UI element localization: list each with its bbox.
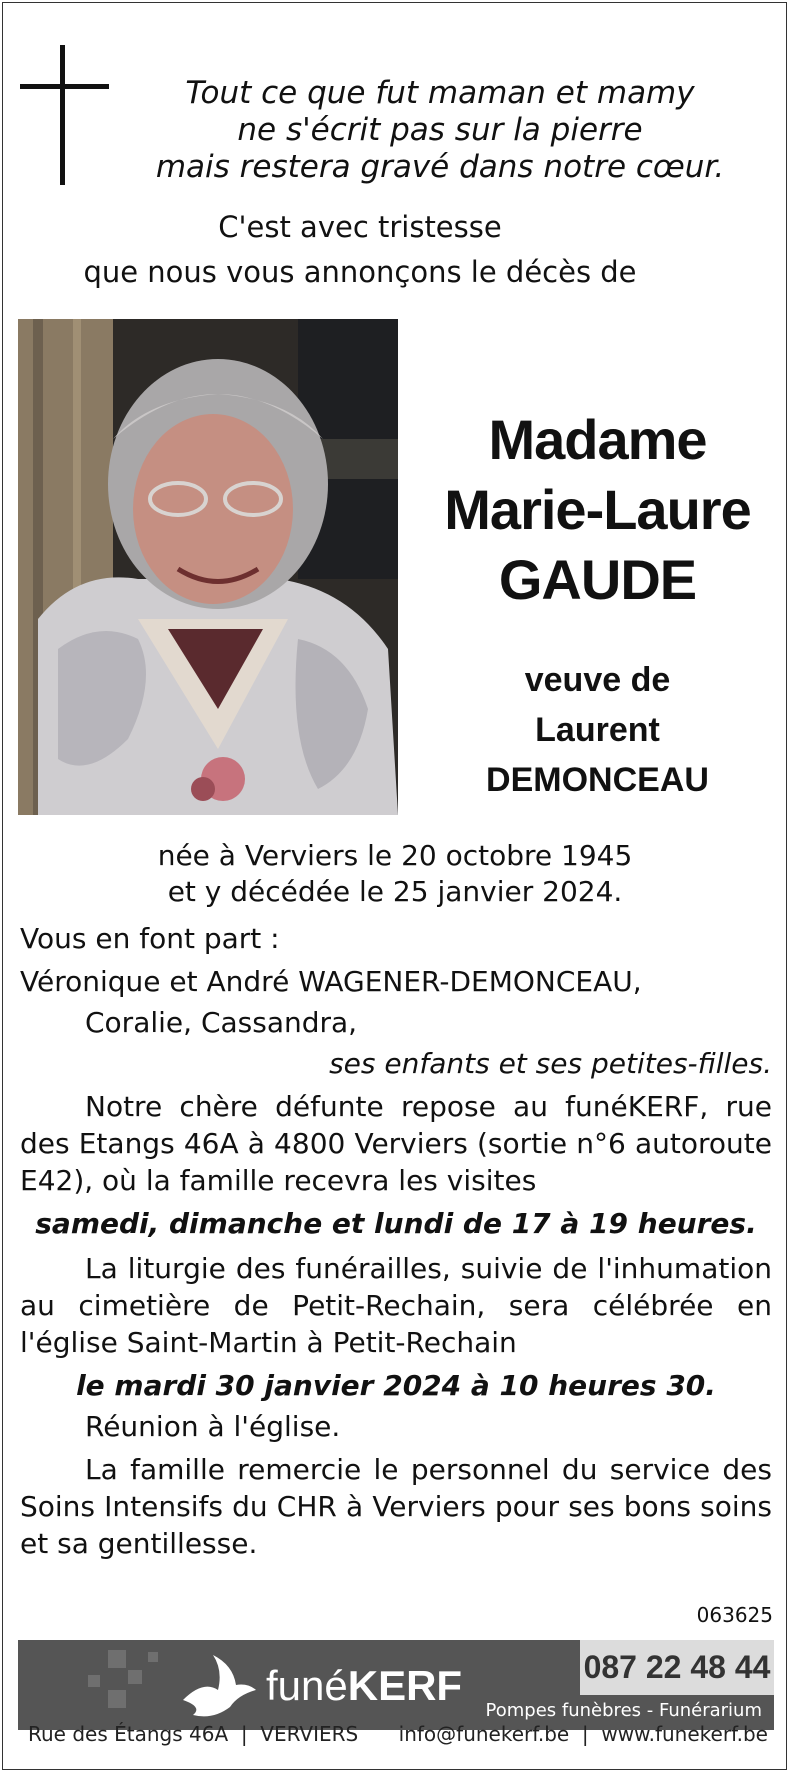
notice-body xyxy=(20,920,772,1562)
funeral-home-brand xyxy=(266,1662,462,1710)
intro-line: C'est avec tristesse xyxy=(218,210,502,244)
quote-line: Tout ce que fut maman et mamy xyxy=(185,75,695,111)
family-grandchildren: Coralie, Cassandra, xyxy=(85,1006,358,1039)
birth-line: née à Verviers le 20 octobre 1945 xyxy=(157,839,633,872)
dove-icon xyxy=(178,1645,258,1725)
funeral-datetime: le mardi 30 janvier 2024 à 10 heures 30. xyxy=(76,1369,716,1402)
cross-icon xyxy=(60,45,65,185)
deceased-title: Madame xyxy=(488,408,707,471)
thanks-text: La famille remercie le personnel du service des Soins Intensifs du CHR à Verviers pour ses bons soins et sa gentillesse. xyxy=(20,1453,772,1560)
birth-death-info xyxy=(80,838,710,910)
family-relation: ses enfants et ses petites-filles. xyxy=(329,1047,772,1080)
brand-prefix: funé xyxy=(266,1662,348,1709)
announcement-intro xyxy=(60,205,660,295)
funeral-text: La liturgie des funérailles, suivie de l'inhumation au cimetière de Petit-Rechain, sera célébrée en l'église Saint-Martin à Petit-Rechain xyxy=(20,1252,772,1359)
portrait-photo xyxy=(18,319,398,815)
footer-address: Rue des Étangs 46A | VERVIERS xyxy=(28,1722,359,1746)
spouse-name: Laurent DEMONCEAU xyxy=(486,711,709,799)
meeting-text: Réunion à l'église. xyxy=(85,1410,341,1443)
cross-icon-bar xyxy=(20,84,109,89)
family-children: Véronique et André WAGENER-DEMONCEAU, xyxy=(20,965,642,998)
visit-times: samedi, dimanche et lundi de 17 à 19 heures. xyxy=(35,1207,757,1240)
visit-text: Notre chère défunte repose au funéKERF, rue des Etangs 46A à 4800 Verviers (sortie n°6 autoroute E42), où la famille recevra les visites xyxy=(20,1090,772,1197)
widow-label: veuve de xyxy=(524,661,671,699)
footer-contact-links[interactable]: info@funekerf.be | www.funekerf.be xyxy=(398,1722,768,1746)
memorial-quote xyxy=(130,75,750,186)
intro-line: que nous vous annonçons le décès de xyxy=(83,255,637,289)
deceased-first-name: Marie-Laure xyxy=(444,478,751,541)
phone-number[interactable]: 087 22 48 44 xyxy=(580,1640,774,1695)
footer-contact xyxy=(28,1722,768,1746)
reference-number: 063625 xyxy=(696,1603,773,1627)
family-announce: Vous en font part : xyxy=(20,922,280,955)
death-line: et y décédée le 25 janvier 2024. xyxy=(167,875,623,908)
deceased-last-name: GAUDE xyxy=(498,548,697,611)
funeral-home-tagline: Pompes funèbres - Funérarium xyxy=(485,1700,762,1721)
quote-line: mais restera gravé dans notre cœur. xyxy=(155,149,725,185)
brand-suffix: KERF xyxy=(347,1662,463,1709)
deceased-name-block xyxy=(420,405,775,805)
quote-line: ne s'écrit pas sur la pierre xyxy=(237,112,643,148)
widow-info xyxy=(420,655,775,805)
funeral-home-banner xyxy=(18,1640,774,1730)
